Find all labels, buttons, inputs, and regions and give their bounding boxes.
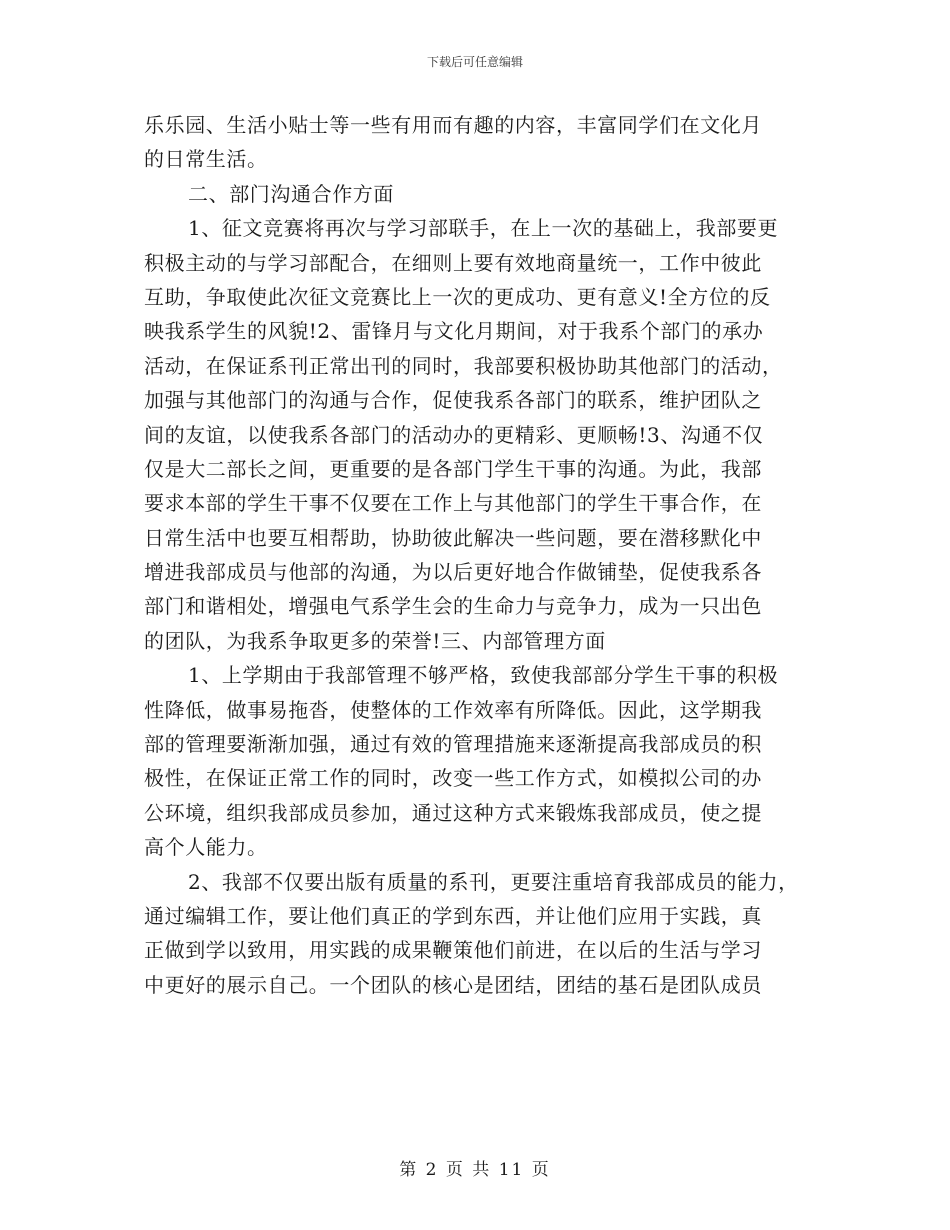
text-line: 公环境，组织我部成员参加，通过这种方式来锻炼我部成员，使之提 <box>144 800 762 825</box>
text-line: 要求本部的学生干事不仅要在工作上与其他部门的学生干事合作，在 <box>144 491 762 516</box>
text-line: 的团队，为我系争取更多的荣誉!三、内部管理方面 <box>144 628 606 653</box>
document-body <box>144 108 824 1002</box>
text-line: 间的友谊，以使我系各部门的活动办的更精彩、更顺畅!3、沟通不仅 <box>144 422 764 447</box>
text-line: 性降低，做事易拖沓，使整体的工作效率有所降低。因此，这学期我 <box>144 697 762 722</box>
text-line: 的日常生活。 <box>144 147 268 172</box>
text-line: 高个人能力。 <box>144 835 268 860</box>
text-line: 活动，在保证系刊正常出刊的同时，我部要积极协助其他部门的活动， <box>144 353 783 378</box>
section-heading: 二、部门沟通合作方面 <box>188 181 394 206</box>
text-line: 2、我部不仅要出版有质量的系刊，更要注重培育我部成员的能力， <box>188 869 799 894</box>
text-line: 乐乐园、生活小贴士等一些有用而有趣的内容，丰富同学们在文化月 <box>144 113 762 137</box>
text-line: 积极主动的与学习部配合，在细则上要有效地商量统一，工作中彼此 <box>144 250 762 275</box>
text-line: 正做到学以致用，用实践的成果鞭策他们前进，在以后的生活与学习 <box>144 938 762 963</box>
text-line: 互助，争取使此次征文竞赛比上一次的更成功、更有意义!全方位的反 <box>144 284 771 309</box>
text-line: 1、征文竞赛将再次与学习部联手，在上一次的基础上，我部要更 <box>188 216 779 241</box>
text-line: 部门和谐相处，增强电气系学生会的生命力与竞争力，成为一只出色 <box>144 594 762 619</box>
page-footer: 第 2 页 共 11 页 <box>399 1160 551 1180</box>
text-line: 仅是大二部长之间，更重要的是各部门学生干事的沟通。为此，我部 <box>144 456 762 481</box>
text-line: 增进我部成员与他部的沟通，为以后更好地合作做铺垫，促使我系各 <box>144 560 762 585</box>
text-line: 通过编辑工作，要让他们真正的学到东西，并让他们应用于实践，真 <box>144 903 762 928</box>
text-line: 部的管理要渐渐加强，通过有效的管理措施来逐渐提高我部成员的积 <box>144 732 762 757</box>
text-line: 极性，在保证正常工作的同时，改变一些工作方式，如模拟公司的办 <box>144 766 762 791</box>
text-line: 映我系学生的风貌!2、雷锋月与文化月期间，对于我系个部门的承办 <box>144 319 764 344</box>
page-header: 下载后可任意编辑 <box>426 55 523 69</box>
text-line: 1、上学期由于我部管理不够严格，致使我部部分学生干事的积极 <box>188 663 779 688</box>
text-line: 日常生活中也要互相帮助，协助彼此解决一些问题，要在潜移默化中 <box>144 525 762 550</box>
text-line: 加强与其他部门的沟通与合作，促使我系各部门的联系，维护团队之 <box>144 388 762 413</box>
text-line: 中更好的展示自己。一个团队的核心是团结，团结的基石是团队成员 <box>144 972 762 997</box>
